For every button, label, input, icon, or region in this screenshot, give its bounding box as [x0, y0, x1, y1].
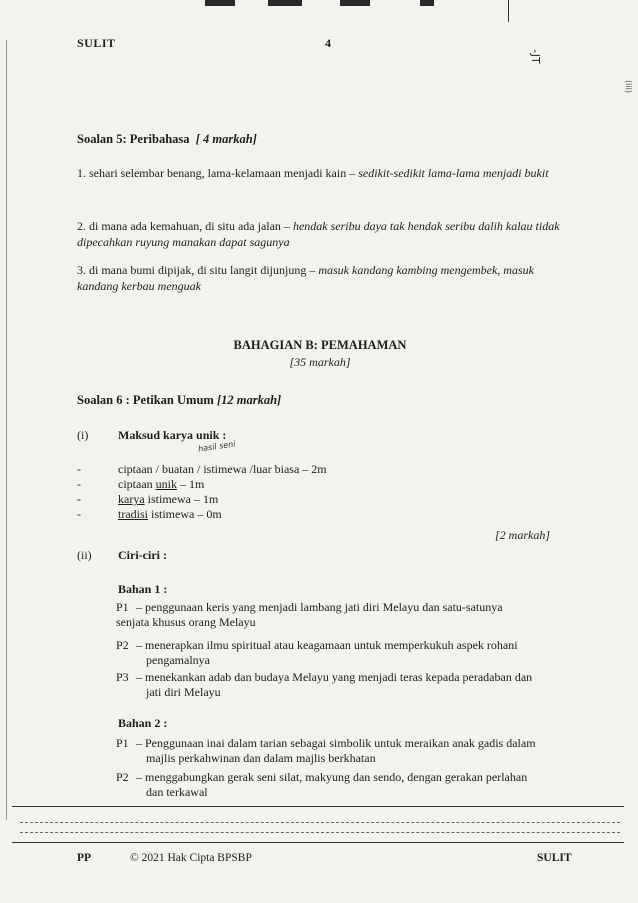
item-number: 2.	[77, 219, 86, 233]
point-line-cont: majlis perkahwinan dan dalam majlis berkhatan	[146, 751, 376, 765]
peribahasa-item	[77, 165, 562, 181]
divider-line	[12, 806, 624, 807]
point-line: – Penggunaan inai dalam tarian sebagai simbolik untuk meraikan anak gadis dalam	[136, 736, 536, 750]
answer-line	[118, 477, 204, 492]
answer-text: – 1m	[177, 477, 205, 491]
item-number: 1.	[77, 166, 86, 180]
peribahasa-meaning: masuk kandang kambing mengembek, masuk kandang kerbau menguak	[77, 263, 534, 293]
answer-text: ciptaan / buatan /	[118, 462, 201, 476]
item-number: 3.	[77, 263, 86, 277]
point-line-cont: pengamalnya	[146, 653, 210, 667]
answer-line	[118, 507, 222, 522]
answer-keyword: karya	[118, 492, 145, 506]
peribahasa-meaning: sedikit-sedikit lama-lama menjadi bukit	[358, 166, 549, 180]
soalan5-heading	[77, 132, 257, 147]
point-code: P2	[116, 770, 129, 784]
scan-artifact	[420, 0, 434, 6]
soalan6-heading	[77, 393, 281, 408]
bullet-dash: -	[77, 477, 81, 491]
answer-keyword: tradisi	[118, 507, 148, 521]
part-i-marks: [2 markah]	[495, 528, 551, 542]
answer-line	[118, 492, 218, 507]
bahagian-b-marks: [35 markah]	[289, 355, 351, 369]
bullet-dash: -	[77, 492, 81, 506]
answer-text: istimewa /luar biasa – 2m	[203, 462, 327, 476]
part-ii-heading: Ciri-ciri :	[118, 548, 167, 562]
part-i-heading: Maksud karya unik :	[118, 428, 227, 442]
point-line-cont: dan terkawal	[146, 785, 208, 799]
divider-line	[20, 822, 620, 823]
part-i-label: (i)	[77, 428, 89, 442]
answer-line	[118, 462, 327, 477]
soalan6-marks: [12 markah]	[216, 393, 282, 407]
footer-pp: PP	[77, 852, 92, 864]
divider-line	[20, 832, 620, 833]
peribahasa-item	[77, 218, 562, 250]
soalan5-title: Soalan 5: Peribahasa	[77, 132, 190, 146]
footer-sulit: SULIT	[537, 852, 572, 864]
peribahasa-text: di mana bumi dipijak, di situ langit dijunjung –	[89, 263, 316, 277]
peribahasa-meaning: hendak seribu daya tak hendak seribu dalih kalau tidak dipecahkan ruyung manakan dapat sagunya	[77, 219, 560, 249]
jt-stamp: -JT	[528, 49, 542, 64]
bahagian-b-title: BAHAGIAN B: PEMAHAMAN	[233, 338, 407, 352]
footer-copyright: © 2021 Hak Cipta BPSBP	[130, 852, 252, 864]
bullet-dash: -	[77, 462, 81, 476]
point-code: P3	[116, 670, 129, 684]
divider-line	[12, 842, 624, 843]
scan-artifact	[268, 0, 302, 6]
peribahasa-text: di mana ada kemahuan, di situ ada jalan –	[89, 219, 290, 233]
point-line: – menekankan adab dan budaya Melayu yang menjadi teras kepada peradaban dan	[136, 670, 533, 684]
scan-artifact	[205, 0, 235, 6]
handwritten-note: hasil seni	[197, 439, 236, 454]
part-ii-label: (ii)	[77, 548, 92, 562]
peribahasa-text: sehari selembar benang, lama-kelamaan menjadi kain –	[89, 166, 356, 180]
bullet-dash: -	[77, 507, 81, 521]
scan-artifact	[508, 0, 509, 22]
answer-text: ciptaan	[118, 477, 153, 491]
left-edge-line	[6, 40, 7, 820]
point-line: – menggabungkan gerak seni silat, makyung dan sendo, dengan gerakan perlahan	[136, 770, 528, 784]
point-code: P1	[116, 736, 129, 750]
peribahasa-item	[77, 262, 562, 294]
bahan-2-title: Bahan 2 :	[118, 716, 168, 730]
point-line-cont: senjata khusus orang Melayu	[116, 615, 256, 629]
bahan-1-title: Bahan 1 :	[118, 582, 168, 596]
answer-text: istimewa – 1m	[144, 492, 219, 506]
answer-keyword: unik	[155, 477, 177, 491]
soalan5-marks: [ 4 markah]	[195, 132, 257, 146]
point-line-cont: jati diri Melayu	[146, 685, 221, 699]
scan-artifact	[340, 0, 370, 6]
page-number: 4	[325, 36, 332, 50]
point-line: – menerapkan ilmu spiritual atau keagamaan untuk memperkukuh aspek rohani	[136, 638, 518, 652]
point-code: P2	[116, 638, 129, 652]
point-code: P1	[116, 600, 129, 614]
soalan6-title: Soalan 6 : Petikan Umum	[77, 393, 214, 407]
header-sulit: SULIT	[77, 36, 116, 50]
point-line: – penggunaan keris yang menjadi lambang jati diri Melayu dan satu-satunya	[136, 600, 503, 614]
answer-text: istimewa – 0m	[148, 507, 222, 521]
margin-mark: (iii)	[623, 80, 633, 93]
